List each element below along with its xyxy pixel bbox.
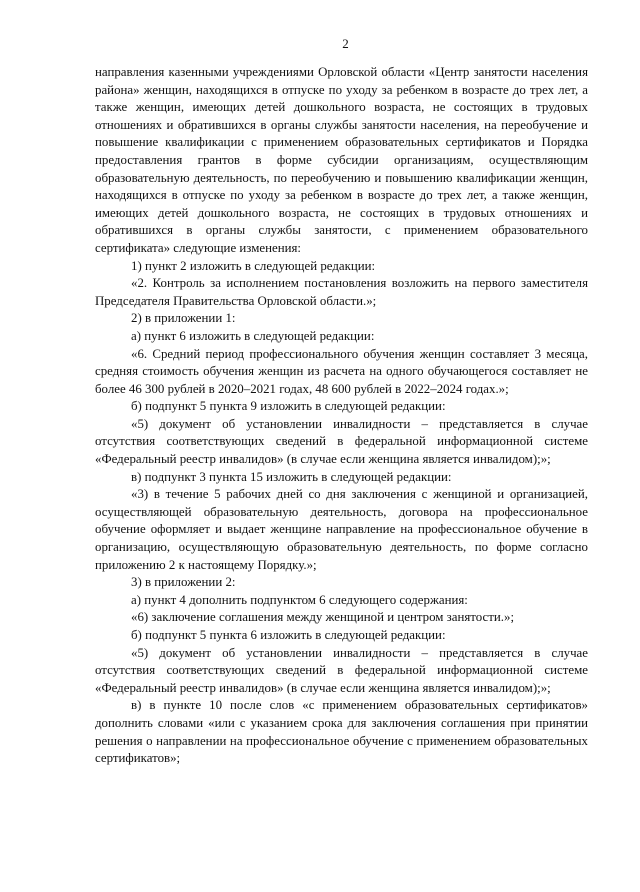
paragraph: «5) документ об установлении инвалидности – представляется в случае отсутствия соответствующих сведений в федеральной информационной системе «Федеральный реестр инвалидов» (в случае если женщина является инвалидом);»; [95,645,588,695]
paragraph: 2) в приложении 1: [131,311,236,326]
paragraph: «6) заключение соглашения между женщиной и центром занятости.»; [131,610,515,625]
paragraph: 3) в приложении 2: [131,575,236,590]
paragraph: в) в пункте 10 после слов «с применением образовательных сертификатов» дополнить словами «или с указанием срока для заключения соглашения при принятии решения о направлении на профессиональное обучение с применением образовательных сертификатов»; [95,698,588,766]
paragraph: в) подпункт 3 пункта 15 изложить в следующей редакции: [131,469,452,484]
paragraph: «3) в течение 5 рабочих дней со дня заключения с женщиной и организацией, осуществляющей образовательную деятельность, договора на профессиональное обучение оформляет и выдает женщине направление на профессиональное обучение в организацию, осуществляющую образовательную деятельность, по форме согласно приложению 2 к настоящему Порядку.»; [95,487,588,572]
page-number: 2 [342,36,349,51]
paragraph: а) пункт 6 изложить в следующей редакции: [131,328,375,343]
paragraph: «2. Контроль за исполнением постановления возложить на первого заместителя Председателя Правительства Орловской области.»; [95,276,588,308]
document-body [95,64,588,768]
paragraph: направления казенными учреждениями Орловской области «Центр занятости населения района» женщин, находящихся в отпуске по уходу за ребенком в возрасте до трех лет, а также женщин, имеющих детей дошкольного возраста, не состоящих в трудовых отношениях и обратившихся в органы службы занятости населения, на переобучение и повышение квалификации с применением образовательных сертификатов и Порядка предоставления грантов в форме субсидии организациям, осуществляющим образовательную деятельность, по переобучению и повышению квалификации женщин, находящихся в отпуске по уходу за ребенком в возрасте до трех лет, а также женщин, имеющих детей дошкольного возраста, не состоящих в трудовых отношениях и обратившихся в органы службы занятости, с применением образовательного сертификата» следующие изменения: [95,65,588,255]
paragraph: а) пункт 4 дополнить подпунктом 6 следующего содержания: [131,592,468,607]
paragraph: б) подпункт 5 пункта 9 изложить в следующей редакции: [131,399,446,414]
paragraph: «6. Средний период профессионального обучения женщин составляет 3 месяца, средняя стоимость обучения женщин из расчета на одного обучающегося составляет не более 46 300 рублей в 2020–2021 годах, 48 600 рублей в 2022–2024 годах.»; [95,346,588,396]
paragraph: 1) пункт 2 изложить в следующей редакции: [131,258,376,273]
paragraph: «5) документ об установлении инвалидности – представляется в случае отсутствия соответствующих сведений в федеральной информационной системе «Федеральный реестр инвалидов» (в случае если женщина является инвалидом);»; [95,416,588,467]
paragraph: б) подпункт 5 пункта 6 изложить в следующей редакции: [131,628,446,642]
